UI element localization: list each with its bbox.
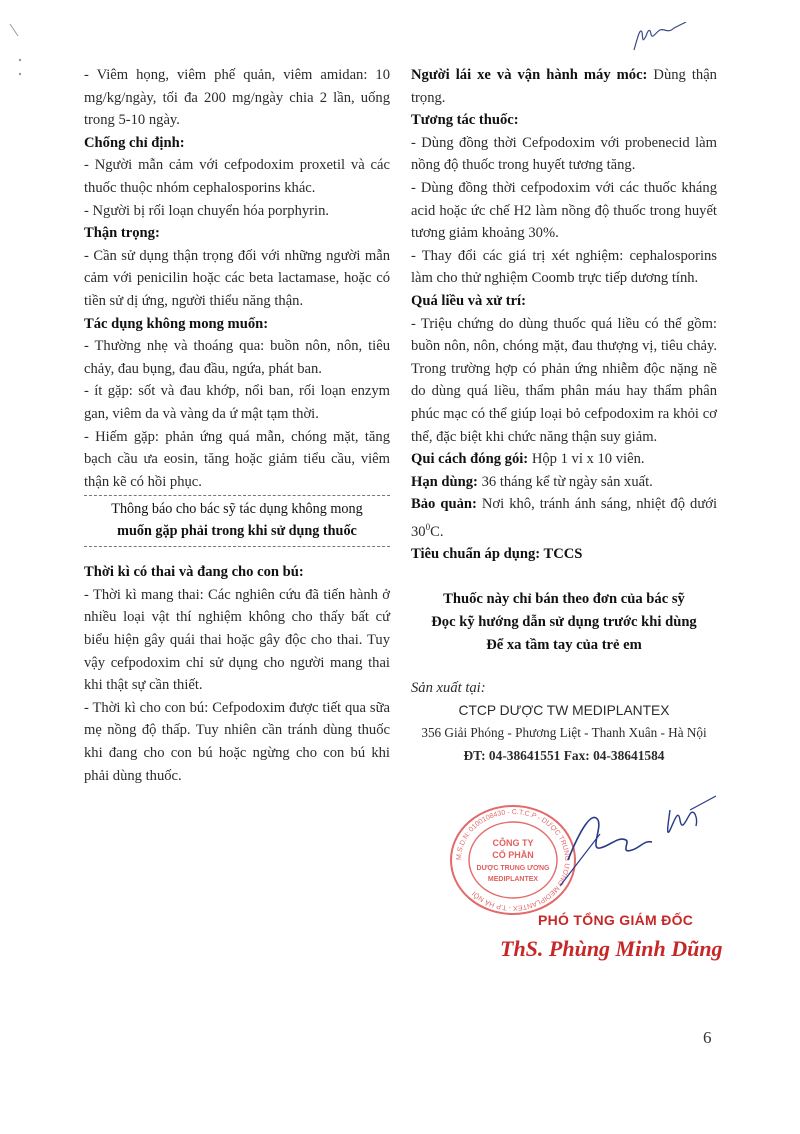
pregnancy-2: - Thời kì cho con bú: Cefpodoxim được tiết qua sữa mẹ nồng độ thấp. Tuy nhiên cần tránh dùng thuốc khi đang cho con bú hoặc ngừng cho con bú khi phải dùng thuốc. [84,699,390,784]
storage-label: Bảo quản: [411,496,477,513]
storage-degree: 0 [425,521,431,532]
dosage-throat-text: - Viêm họng, viêm phế quản, viêm amidan: 10 mg/kg/ngày, tối đa 200 mg/ngày chia 2 lần, uống trong 5-10 ngày. [84,67,390,129]
svg-text:CỔ PHẦN: CỔ PHẦN [492,850,534,860]
signer-title: PHÓ TỔNG GIÁM ĐỐC [538,912,694,928]
driver-text: Dùng thận trọng. [411,67,717,106]
handwritten-initial-mark [630,22,690,52]
manufacturer-label: Sản xuất tại: [411,679,486,696]
contraindication-2: - Người bị rối loạn chuyển hóa porphyrin. [84,202,330,219]
contraindication-1: - Người mẫn cảm với cefpodoxim proxetil và các thuốc thuộc nhóm cephalosporins khác. [84,157,390,196]
warning-line-2: Đọc kỹ hướng dẫn sử dụng trước khi dùng [431,613,697,630]
notice-line-2: muốn gặp phải trong khi sử dụng thuốc [117,523,357,540]
expiry-paragraph [411,471,717,494]
overdose-1: - Triệu chứng do dùng thuốc quá liều có thể gồm: buồn nôn, nôn, chóng mặt, đau thượng vị, tiêu chảy. Trong trường hợp có phản ứng nhiễm độc nặng nề do dùng quá liều, thẩm phân máu hay thẩm phân phúc mạc có thể giúp loại bỏ cefpodoxim ra khỏi cơ thể, đặc biệt khi chức năng thận suy giảm. [411,315,717,445]
standard-text: TCCS [540,546,583,563]
notice-box [84,495,390,547]
page-number: 6 [703,1028,712,1047]
pregnancy-1: - Thời kì mang thai: Các nghiên cứu đã tiến hành ở nhiều loại vật thí nghiệm không cho thấy bất cứ biểu hiện gây quái thai hoặc gây độc cho thai. Tuy vậy cefpodoxim chỉ sử dụng cho người mang thai khi thật sự cần thiết. [84,586,390,694]
notice-line-1: Thông báo cho bác sỹ tác dụng không mong [111,501,363,518]
packaging-text: Hộp 1 vỉ x 10 viên. [528,451,645,468]
caution-1: - Cần sử dụng thận trọng đối với những người mẫn cảm với penicilin hoặc các beta lactamase, hoặc có tiền sử dị ứng, người thiểu năng thận. [84,247,390,309]
driver-label: Người lái xe và vận hành máy móc: [411,67,648,83]
company-name: CTCP DƯỢC TW MEDIPLANTEX [458,702,670,718]
svg-text:DƯỢC TRUNG ƯƠNG: DƯỢC TRUNG ƯƠNG [476,865,550,872]
standard-paragraph [411,543,717,566]
expiry-label: Hạn dùng: [411,473,478,490]
caution-heading: Thận trọng: [84,225,160,242]
contraindication-heading: Chống chỉ định: [84,134,185,151]
right-column [411,64,717,767]
company-phone: ĐT: 04-38641551 Fax: 04-38641584 [463,747,665,763]
side-effect-1: - Thường nhẹ và thoáng qua: buồn nôn, nôn, tiêu chảy, đau bụng, đau đầu, ngứa, phát ban. [84,338,390,377]
storage-unit: C. [430,523,444,540]
side-effects-heading: Tác dụng không mong muốn: [84,315,269,332]
margin-marks [0,0,40,80]
svg-text:MEDIPLANTEX: MEDIPLANTEX [487,876,539,883]
driver-paragraph [411,64,717,109]
warning-line-3: Để xa tầm tay của trẻ em [486,636,642,653]
interaction-3: - Thay đổi các giá trị xét nghiệm: cephalosporins làm cho thử nghiệm Coomb trực tiếp dương tính. [411,247,717,287]
storage-paragraph [411,493,717,543]
standard-label: Tiêu chuẩn áp dụng: [411,546,541,563]
svg-text:CÔNG TY: CÔNG TY [492,838,534,848]
packaging-label: Qui cách đóng gói: [411,451,529,468]
interaction-1: - Dùng đồng thời Cefpodoxim với probenecid làm nồng độ thuốc trong huyết tương tăng. [411,134,717,174]
expiry-text: 36 tháng kể từ ngày sản xuất. [477,473,653,490]
storage-text: Nơi khô, tránh ánh sáng, nhiệt độ dưới 30 [411,496,718,540]
signer-name: ThS. Phùng Minh Dũng [500,936,723,961]
warning-line-1: Thuốc này chỉ bán theo đơn của bác sỹ [443,590,685,607]
left-column [84,64,390,787]
handwritten-signature [540,790,720,900]
side-effect-3: - Hiếm gặp: phản ứng quá mẫn, chóng mặt, tăng bạch cầu ưa eosin, tăng hoặc giảm tiểu cầu, viêm thận kẽ có hồi phục. [84,428,390,490]
packaging-paragraph [411,448,717,471]
pregnancy-heading: Thời kì có thai và đang cho con bú: [84,564,304,581]
company-address: 356 Giải Phóng - Phương Liệt - Thanh Xuân - Hà Nội [421,725,707,741]
overdose-heading: Quá liều và xử trí: [411,292,526,309]
svg-text:M.S.D.N: 0100108430 - C.T.C.P: M.S.D.N: 0100108430 - C.T.C.P - DƯỢC TRUNG ƯƠNG MEDIPLANTEX - T.P HÀ NỘI [455,808,571,912]
interaction-2: - Dùng đồng thời cefpodoxim với các thuốc kháng acid hoặc ức chế H2 làm nồng độ thuốc trong huyết tương giảm khoảng 30%. [411,179,717,242]
interaction-heading: Tương tác thuốc: [411,112,519,129]
side-effect-2: - ít gặp: sốt và đau khớp, nổi ban, rối loạn enzym gan, viêm da và vàng da ứ mật tạm thời. [84,383,390,422]
